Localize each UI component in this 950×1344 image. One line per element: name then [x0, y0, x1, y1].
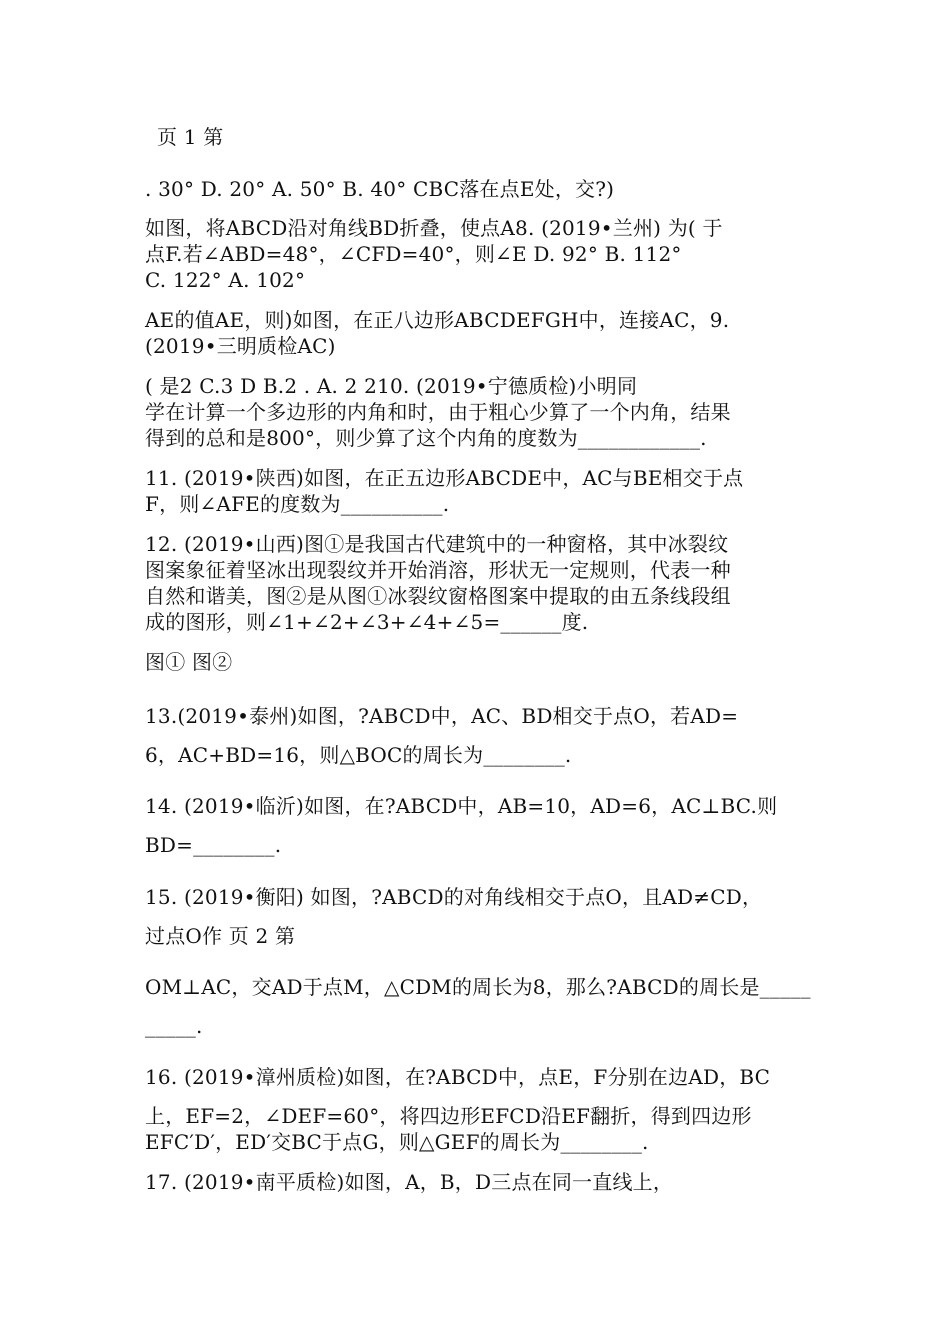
question-13-line-1: 13.(2019•泰州)如图，?ABCD中，AC、BD相交于点O，若AD= — [145, 704, 739, 728]
question-10-line-3: 得到的总和是800°，则少算了这个内角的度数为____________. — [145, 426, 707, 450]
question-8-line-1: 如图，将ABCD沿对角线BD折叠，使点A8. (2019•兰州) 为( 于 — [145, 216, 723, 240]
question-14-line-2: BD=________. — [145, 833, 282, 857]
question-8-options: C. 122° A. 102° — [145, 268, 306, 292]
question-12-line-3: 自然和谐美，图②是从图①冰裂纹窗格图案中提取的由五条线段组 — [145, 584, 731, 608]
question-9-line-2: (2019•三明质检AC) — [145, 334, 336, 358]
question-11-line-1: 11. (2019•陕西)如图，在正五边形ABCDE中，AC与BE相交于点 — [145, 466, 744, 490]
question-12-line-4: 成的图形，则∠1+∠2+∠3+∠4+∠5=______度. — [145, 610, 589, 634]
figure-captions: 图① 图② — [145, 650, 233, 674]
question-14-line-1: 14. (2019•临沂)如图，在?ABCD中，AB=10，AD=6，AC⊥BC.则 — [145, 794, 778, 818]
question-11-line-2: F，则∠AFE的度数为__________. — [145, 492, 450, 516]
page-number-line: 页 1 第 — [157, 125, 224, 149]
question-15-line-4: _____. — [145, 1014, 203, 1038]
question-10-line-1: ( 是2 C.3 D B.2 . A. 2 210. (2019•宁德质检)小明同 — [145, 374, 638, 398]
question-9-line-1: AE的值AE，则)如图，在正八边形ABCDEFGH中，连接AC，9. — [145, 308, 730, 332]
question-17-line-1: 17. (2019•南平质检)如图，A，B，D三点在同一直线上， — [145, 1170, 674, 1194]
question-16-line-1: 16. (2019•漳州质检)如图，在?ABCD中，点E，F分别在边AD，BC — [145, 1065, 771, 1089]
question-12-line-2: 图案象征着坚冰出现裂纹并开始消溶，形状无一定规则，代表一种 — [145, 558, 731, 582]
question-16-line-2: 上，EF=2，∠DEF=60°，将四边形EFCD沿EF翻折，得到四边形 — [145, 1104, 752, 1128]
question-8-line-2: 点F.若∠ABD=48°，∠CFD=40°，则∠E D. 92° B. 112° — [145, 242, 682, 266]
question-10-line-2: 学在计算一个多边形的内角和时，由于粗心少算了一个内角，结果 — [145, 400, 731, 424]
question-15-line-1: 15. (2019•衡阳) 如图，?ABCD的对角线相交于点O，且AD≠CD， — [145, 885, 763, 909]
question-16-line-3: EFC′D′，ED′交BC于点G，则△GEF的周长为________. — [145, 1130, 649, 1154]
question-13-line-2: 6，AC+BD=16，则△BOC的周长为________. — [145, 743, 572, 767]
question-12-line-1: 12. (2019•山西)图①是我国古代建筑中的一种窗格，其中冰裂纹 — [145, 532, 729, 556]
question-15-line-3: OM⊥AC，交AD于点M，△CDM的周长为8，那么?ABCD的周长是_____ — [145, 975, 811, 999]
question-15-line-2: 过点O作 页 2 第 — [145, 924, 296, 948]
answer-options-line: . 30° D. 20° A. 50° B. 40° CBC落在点E处，交?) — [145, 177, 615, 201]
